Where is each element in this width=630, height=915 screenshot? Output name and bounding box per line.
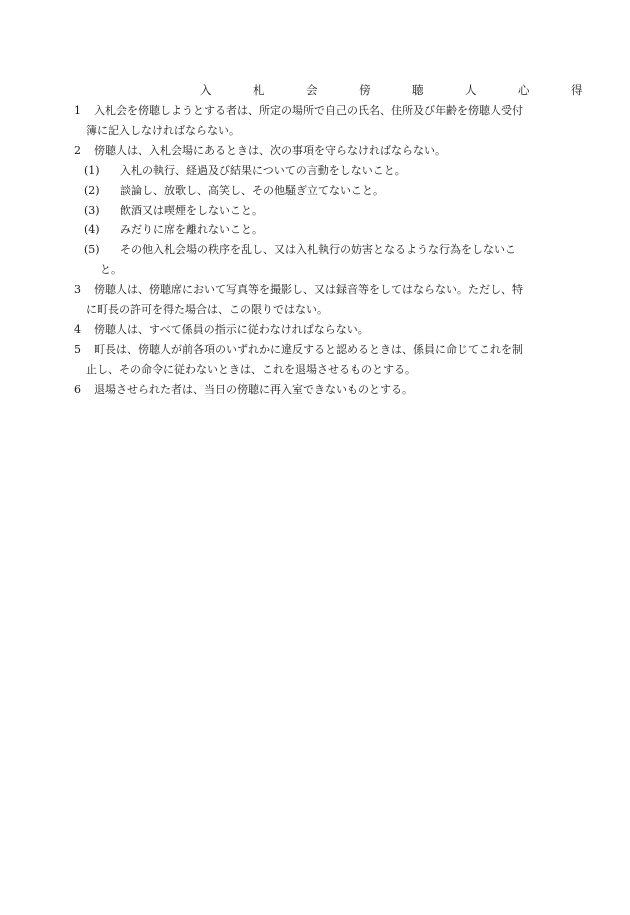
rule-number: 2: [74, 143, 81, 157]
rule-text: 傍聴人は、傍聴席において写真等を撮影し、又は録音等をしてはならない。ただし、特: [94, 283, 523, 297]
rule-number: 5: [74, 342, 81, 356]
rule-text-continued: 簿に記入しなければならない。: [86, 123, 240, 137]
rule-number: 4: [74, 322, 81, 336]
rule-number: 1: [74, 104, 81, 117]
rule-text: 傍聴人は、入札会場にあるときは、次の事項を守らなければならない。: [94, 143, 446, 157]
subrule-text: 入札の執行、経過及び結果についての言動をしないこと。: [120, 163, 406, 177]
rule-item-6: [74, 380, 564, 400]
rule-item-4: [74, 320, 564, 340]
rule-text: 町長は、傍聴人が前各項のいずれかに違反すると認めるときは、係員に命じてこれを制: [94, 342, 523, 356]
subrule-number: (5): [84, 243, 100, 257]
rule-item-2: [74, 141, 564, 161]
document-title: 入 札 会 傍 聴 人 心 得: [200, 83, 598, 97]
subrule-item-1: [74, 161, 564, 181]
subrule-text: その他入札会場の秩序を乱し、又は入札執行の妨害となるような行為をしないこ: [120, 243, 516, 257]
rule-item-3: [74, 280, 564, 300]
subrule-number: (2): [84, 183, 100, 197]
subrule-text: 談論し、放歌し、高笑し、その他騒ぎ立てないこと。: [120, 183, 384, 197]
subrule-item-4: [74, 220, 564, 240]
subrule-item-2: [74, 181, 564, 201]
rule-item-1: [74, 101, 564, 121]
subrule-number: (1): [84, 163, 100, 177]
rules-list: [74, 101, 564, 400]
rule-number: 3: [74, 283, 81, 297]
rule-text-continued: 止し、その命令に従わないときは、これを退場させるものとする。: [86, 362, 416, 376]
rule-item-5: [74, 340, 564, 360]
subrule-text: みだりに席を離れないこと。: [120, 223, 263, 237]
subrule-item-5: [74, 240, 564, 260]
subrule-text-continued: と。: [100, 263, 122, 277]
subrule-number: (3): [84, 203, 100, 217]
rule-text-continued: に町長の許可を得た場合は、この限りではない。: [86, 303, 328, 317]
rule-text: 入札会を傍聴しようとする者は、所定の場所で自己の氏名、住所及び年齢を傍聴人受付: [94, 104, 523, 117]
rule-number: 6: [74, 382, 81, 396]
subrule-text: 飲酒又は喫煙をしないこと。: [120, 203, 263, 217]
rule-text: 傍聴人は、すべて係員の指示に従わなければならない。: [94, 322, 369, 336]
rule-text: 退場させられた者は、当日の傍聴に再入室できないものとする。: [94, 382, 413, 396]
subrule-number: (4): [84, 223, 100, 237]
subrule-item-3: [74, 201, 564, 221]
